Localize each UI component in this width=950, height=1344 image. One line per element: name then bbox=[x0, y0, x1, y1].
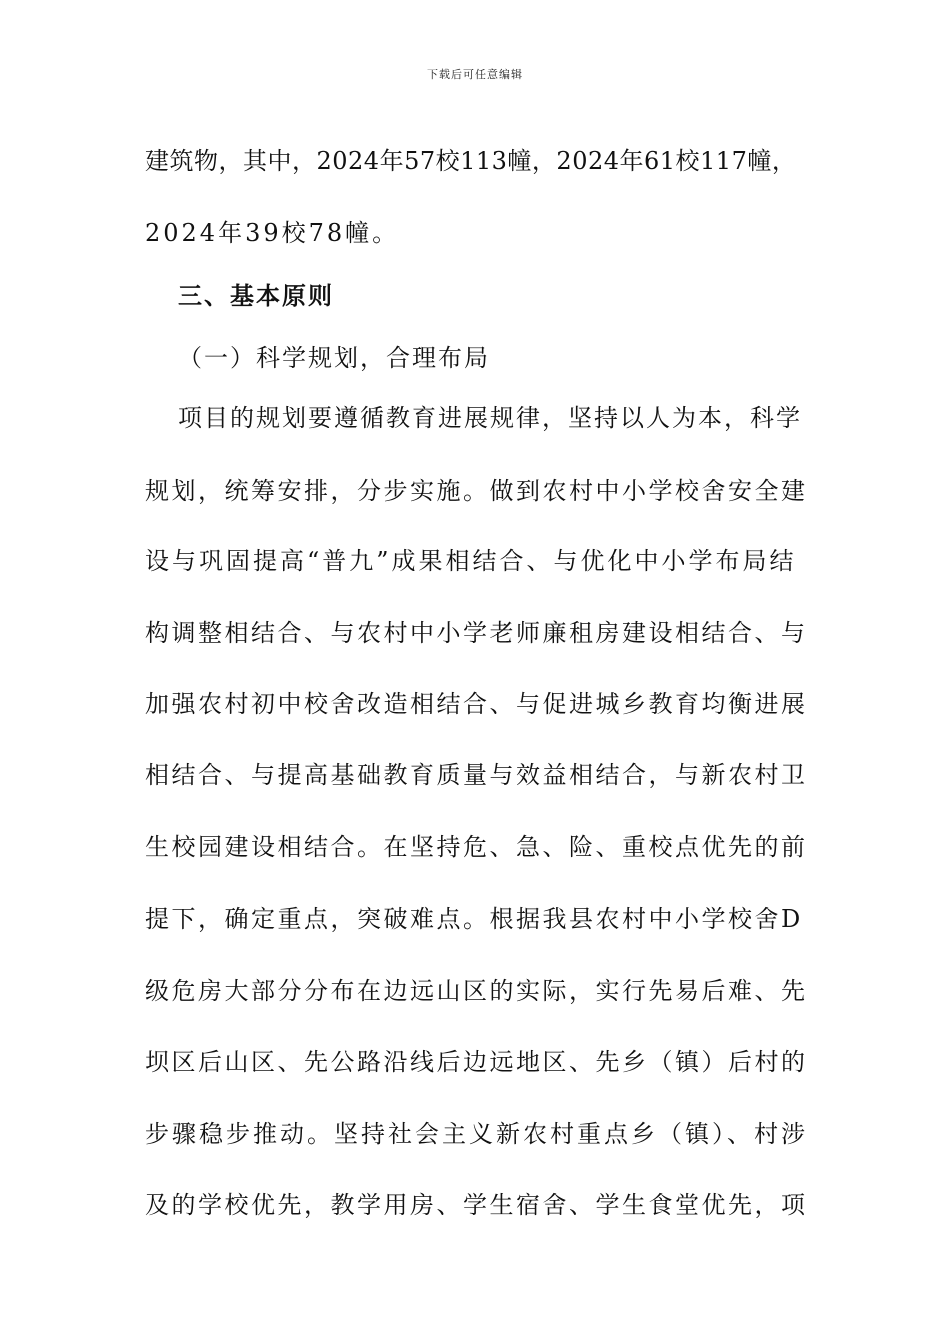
body-line: 相结合、与提高基础教育质量与效益相结合，与新农村卫 bbox=[145, 761, 808, 789]
paragraph-first-line: 项目的规划要遵循教育进展规律，坚持以人为本，科学 bbox=[178, 404, 802, 432]
section-heading: 三、基本原则 bbox=[178, 281, 334, 310]
body-line: 坝区后山区、先公路沿线后边远地区、先乡（镇）后村的 bbox=[145, 1048, 808, 1076]
page-header: 下载后可任意编辑 bbox=[427, 68, 523, 81]
subsection-heading: （一）科学规划，合理布局 bbox=[178, 344, 490, 372]
body-line: 加强农村初中校舍改造相结合、与促进城乡教育均衡进展 bbox=[145, 690, 808, 718]
body-line: 构调整相结合、与农村中小学老师廉租房建设相结合、与 bbox=[145, 619, 808, 647]
body-line: 生校园建设相结合。在坚持危、急、险、重校点优先的前 bbox=[145, 833, 808, 861]
body-line: 规划，统筹安排，分步实施。做到农村中小学校舍安全建 bbox=[145, 477, 808, 505]
body-line: 提下，确定重点，突破难点。根据我县农村中小学校舍D bbox=[145, 905, 803, 933]
body-line: 2024年39校78幢。 bbox=[145, 219, 400, 247]
body-line: 建筑物，其中，2024年57校113幢，2024年61校117幢， bbox=[145, 147, 797, 175]
body-line: 级危房大部分分布在边远山区的实际，实行先易后难、先 bbox=[145, 977, 808, 1005]
body-line: 及的学校优先，教学用房、学生宿舍、学生食堂优先，项 bbox=[145, 1191, 808, 1219]
body-line: 设与巩固提高“普九”成果相结合、与优化中小学布局结 bbox=[145, 547, 797, 575]
body-line: 步骤稳步推动。坚持社会主义新农村重点乡（镇）、村涉 bbox=[145, 1120, 808, 1148]
